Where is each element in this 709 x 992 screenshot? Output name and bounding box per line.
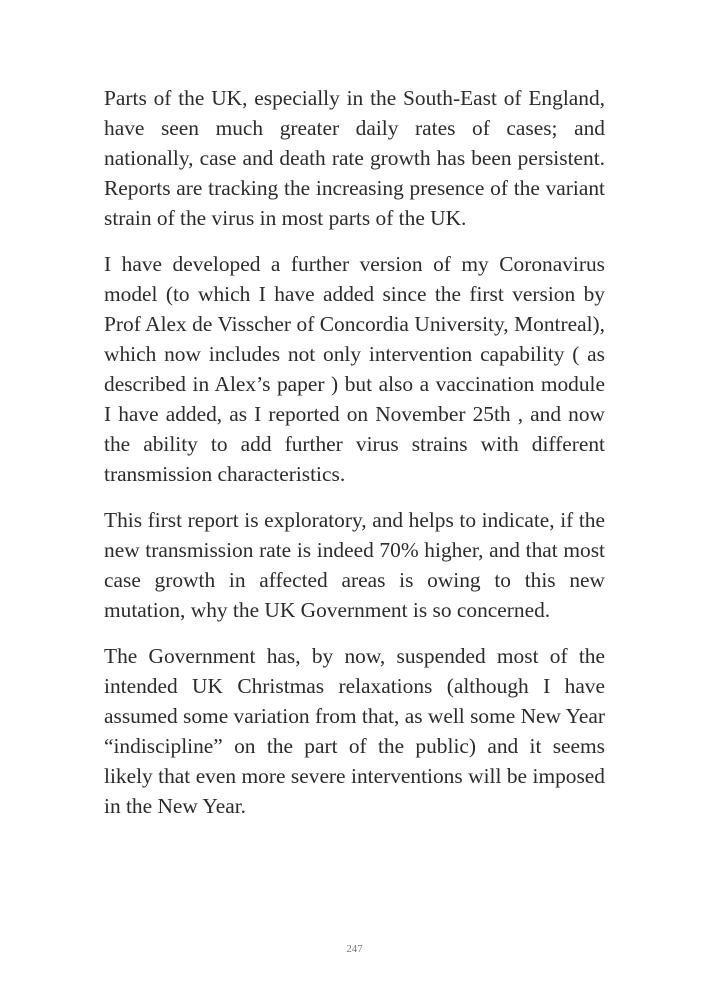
paragraph-exploratory-report: This first report is exploratory, and helps to indicate, if the new transmission rate is indeed 70% higher, and that most case growth in affected areas is owing to this new mutation, why the UK Government is so concerned.: [104, 508, 605, 622]
paragraph-government-interventions: The Government has, by now, suspended most of the intended UK Christmas relaxations (although I have assumed some variation from that, as well some New Year “indiscipline” on the part of the public) and it seems likely that even more severe interventions will be imposed in the New Year.: [104, 644, 605, 818]
paragraph-uk-case-rates: Parts of the UK, especially in the South-East of England, have seen much greater daily rates of cases; and nationally, case and death rate growth has been persistent. Reports are tracking the increasing presence of the variant strain of the virus in most parts of the UK.: [104, 86, 605, 230]
page-number: 247: [346, 943, 363, 955]
paragraph-coronavirus-model: I have developed a further version of my Coronavirus model (to which I have added since the first version by Prof Alex de Visscher of Concordia University, Montreal), which now includes not only intervention capability ( as described in Alex’s paper ) but also a vaccination module I have added, as I reported on November 25th , and now the ability to add further virus strains with different transmission characteristics.: [104, 252, 605, 486]
body-text: [104, 83, 605, 837]
